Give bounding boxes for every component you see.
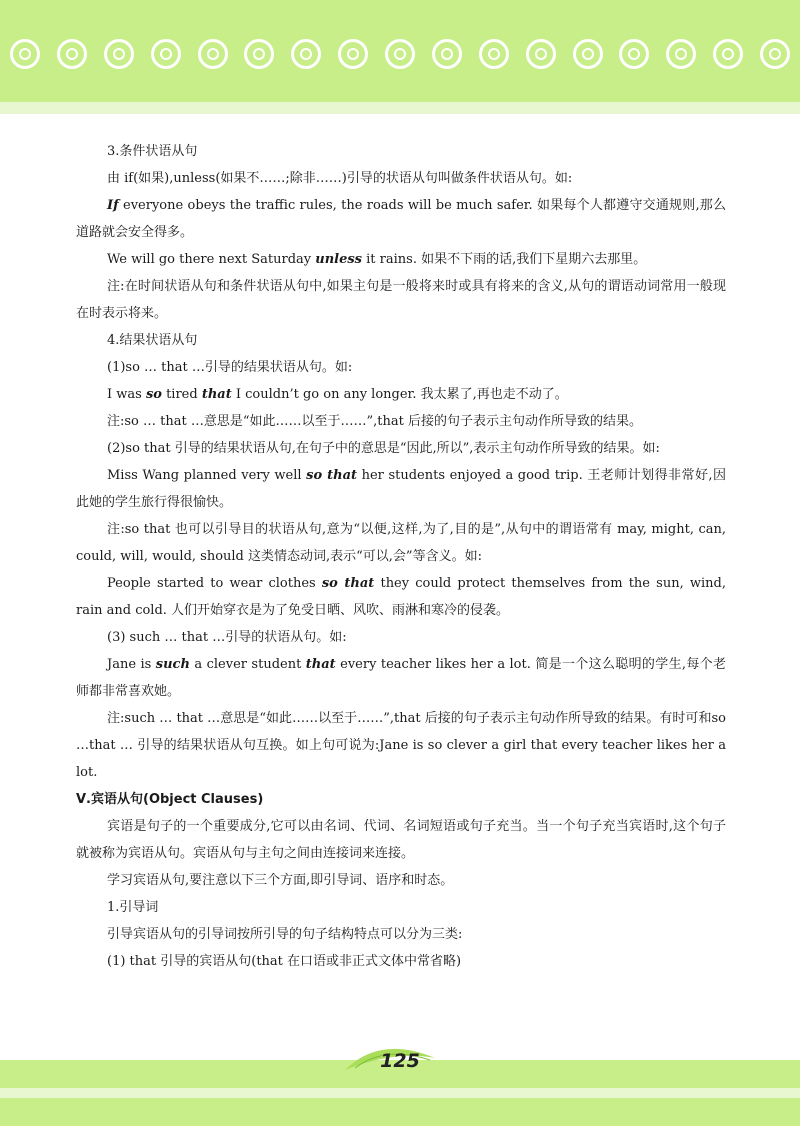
text-run: it rains. 如果不下雨的话,我们下星期六去那里。 [362, 252, 647, 267]
header-rings [10, 34, 790, 74]
text-run: tired [161, 387, 202, 402]
paragraph [76, 354, 726, 381]
text-run: Jane is [107, 657, 156, 672]
paragraph [76, 138, 726, 165]
page-content [76, 138, 726, 975]
ring-icon [479, 39, 509, 69]
paragraph [76, 273, 726, 327]
ring-icon [619, 39, 649, 69]
text-run: 引导宾语从句的引导词按所引导的句子结构特点可以分为三类: [107, 927, 463, 942]
paragraph [76, 462, 726, 516]
keyword: so that [306, 468, 358, 483]
text-run: every teacher likes her a lot. 简是一个这么聪明的学生,每个老师都非常喜欢她。 [76, 657, 727, 699]
keyword: If [107, 198, 119, 213]
text-run: 4.结果状语从句 [107, 333, 198, 348]
ring-icon [198, 39, 228, 69]
text-run: (2)so that 引导的结果状语从句,在句子中的意思是“因此,所以”,表示主句动作所导致的结果。如: [107, 441, 660, 456]
text-run: (1)so … that …引导的结果状语从句。如: [107, 360, 353, 375]
text-run: (3) such … that …引导的状语从句。如: [107, 630, 347, 645]
paragraph [76, 570, 726, 624]
text-run: 1.引导词 [107, 900, 159, 915]
paragraph [76, 408, 726, 435]
paragraph [76, 624, 726, 651]
keyword: so that [321, 576, 375, 591]
header-band [0, 0, 800, 102]
text-run: 注:在时间状语从句和条件状语从句中,如果主句是一般将来时或具有将来的含义,从句的谓语动词常用一般现在时表示将来。 [76, 279, 726, 321]
paragraph [76, 435, 726, 462]
page-number: 125 [380, 1050, 420, 1072]
ring-icon [104, 39, 134, 69]
paragraph [76, 165, 726, 192]
paragraph [76, 381, 726, 408]
paragraph [76, 246, 726, 273]
text-run: I couldn’t go on any longer. 我太累了,再也走不动了。 [231, 387, 568, 402]
text-run: I was [107, 387, 146, 402]
ring-icon [244, 39, 274, 69]
keyword: such [155, 657, 190, 672]
paragraph [76, 192, 726, 246]
text-run: 注:such … that …意思是“如此……以至于……”,that 后接的句子表示主句动作所导致的结果。有时可和so …that … 引导的结果状语从句互换。如上句可说为:Jane is so clever a girl that every teacher likes her a lot. [76, 711, 726, 780]
ring-icon [713, 39, 743, 69]
text-run: a clever student [189, 657, 306, 672]
text-run: Miss Wang planned very well [107, 468, 307, 483]
text-run: 宾语是句子的一个重要成分,它可以由名词、代词、名词短语或句子充当。当一个句子充当宾语时,这个句子就被称为宾语从句。宾语从句与主句之间由连接词来连接。 [76, 819, 726, 861]
section-heading [76, 786, 726, 813]
ring-icon [151, 39, 181, 69]
keyword: unless [315, 252, 363, 267]
ring-icon [526, 39, 556, 69]
ring-icon [385, 39, 415, 69]
header-rule [0, 102, 800, 114]
text-run: We will go there next Saturday [107, 252, 316, 267]
text-run: 3.条件状语从句 [107, 144, 198, 159]
paragraph [76, 327, 726, 354]
paragraph [76, 948, 726, 975]
text-run: 注:so … that …意思是“如此……以至于……”,that 后接的句子表示主句动作所导致的结果。 [107, 414, 642, 429]
ring-icon [760, 39, 790, 69]
footer-stripe [0, 1088, 800, 1098]
paragraph [76, 813, 726, 867]
text-run: Ⅴ.宾语从句(Object Clauses) [76, 792, 264, 807]
text-run: her students enjoyed a good trip. 王老师计划得非常好,因此她的学生旅行得很愉快。 [76, 468, 727, 510]
ring-icon [666, 39, 696, 69]
text-run: they could protect themselves from the sun, wind, rain and cold. 人们开始穿衣是为了免受日晒、风吹、雨淋和寒冷的侵袭。 [76, 576, 726, 618]
paragraph [76, 705, 726, 786]
paragraph [76, 516, 726, 570]
ring-icon [10, 39, 40, 69]
paragraph [76, 921, 726, 948]
text-run: 注:so that 也可以引导目的状语从句,意为“以便,这样,为了,目的是”,从句中的谓语常有 may, might, can, could, will, would, should 这类情态动词,表示“可以,会”等含义。如: [76, 522, 726, 564]
paragraph [76, 867, 726, 894]
text-run: 由 if(如果),unless(如果不……;除非……)引导的状语从句叫做条件状语从句。如: [107, 171, 573, 186]
ring-icon [291, 39, 321, 69]
keyword: that [305, 657, 336, 672]
ring-icon [432, 39, 462, 69]
ring-icon [573, 39, 603, 69]
paragraph [76, 894, 726, 921]
text-run: 学习宾语从句,要注意以下三个方面,即引导词、语序和时态。 [107, 873, 454, 888]
keyword: that [201, 387, 232, 402]
keyword: so [145, 387, 162, 402]
text-run: (1) that 引导的宾语从句(that 在口语或非正式文体中常省略) [107, 954, 462, 969]
ring-icon [338, 39, 368, 69]
ring-icon [57, 39, 87, 69]
text-run: everyone obeys the traffic rules, the roads will be much safer. 如果每个人都遵守交通规则,那么道路就会安全得多。 [76, 198, 726, 240]
text-run: People started to wear clothes [107, 576, 322, 591]
paragraph [76, 651, 726, 705]
